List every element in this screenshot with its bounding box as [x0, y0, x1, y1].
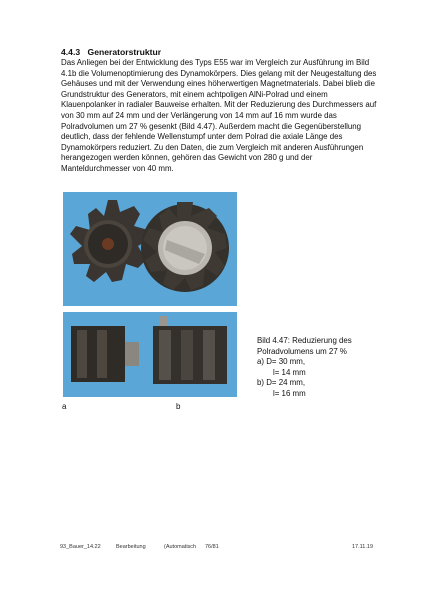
section-title: Generatorstruktur	[87, 47, 162, 57]
body-paragraph: Das Anliegen bei der Entwicklung des Typs E55 war im Vergleich zur Ausführung im Bild 4.1b die Volumenoptimierung des Dynamokörpers. Dies gelang mit der Neugestaltung des Gehäuses und mit der Verwendung eines höherwertigen Magnetmaterials. Dabei blieb die Grundstruktur des Generators, mit einem achtpoligen AlNi-Polrad und einem Klauenpolanker in radialer Bauweise erhalten. Mit der Reduzierung des Durchmessers auf von 30 mm auf 24 mm und der Verlängerung von 14 mm auf 16 mm wurde das Polradvolumen um 27 % gesenkt (Bild 4.47). Außerdem macht die Gegenüberstellung deutlich, dass der fehlende Wellenstumpf unter dem Polrad die axiale Länge des Dynamokörpers reduziert. Zu den Daten, die zum Vergleich mit anderen Ausführungen herangezogen werden können, gehören das Gewicht von 280 g und der Manteldurchmesser von 40 mm.	[61, 58, 377, 173]
footer-file: 93_Bauer_14.22	[60, 544, 101, 550]
figure-label-b: b	[176, 402, 181, 411]
footer-mode: (Automatisch	[164, 544, 197, 550]
rotor-photo-bottom-graphic	[63, 312, 237, 397]
figure-label-a: a	[62, 402, 67, 411]
rotor-photo-top-graphic	[63, 192, 237, 306]
caption-line: b) D= 24 mm,	[257, 378, 306, 387]
caption-line: a) D= 30 mm,	[257, 357, 306, 366]
section-number: 4.4.3	[61, 47, 81, 57]
caption-line: l= 16 mm	[273, 388, 306, 398]
rotor-photo-bottom	[63, 312, 237, 397]
footer-page: 76/81	[205, 544, 219, 550]
figure-caption	[257, 336, 387, 399]
footer-status: Bearbeitung	[116, 544, 146, 550]
caption-line: l= 14 mm	[273, 367, 306, 377]
caption-line: Bild 4.47: Reduzierung des	[257, 336, 352, 345]
footer-date: 17.11.19	[352, 544, 374, 550]
section-heading	[61, 47, 161, 57]
rotor-photo-top	[63, 192, 237, 306]
caption-line: Polradvolumens um 27 %	[257, 346, 347, 356]
